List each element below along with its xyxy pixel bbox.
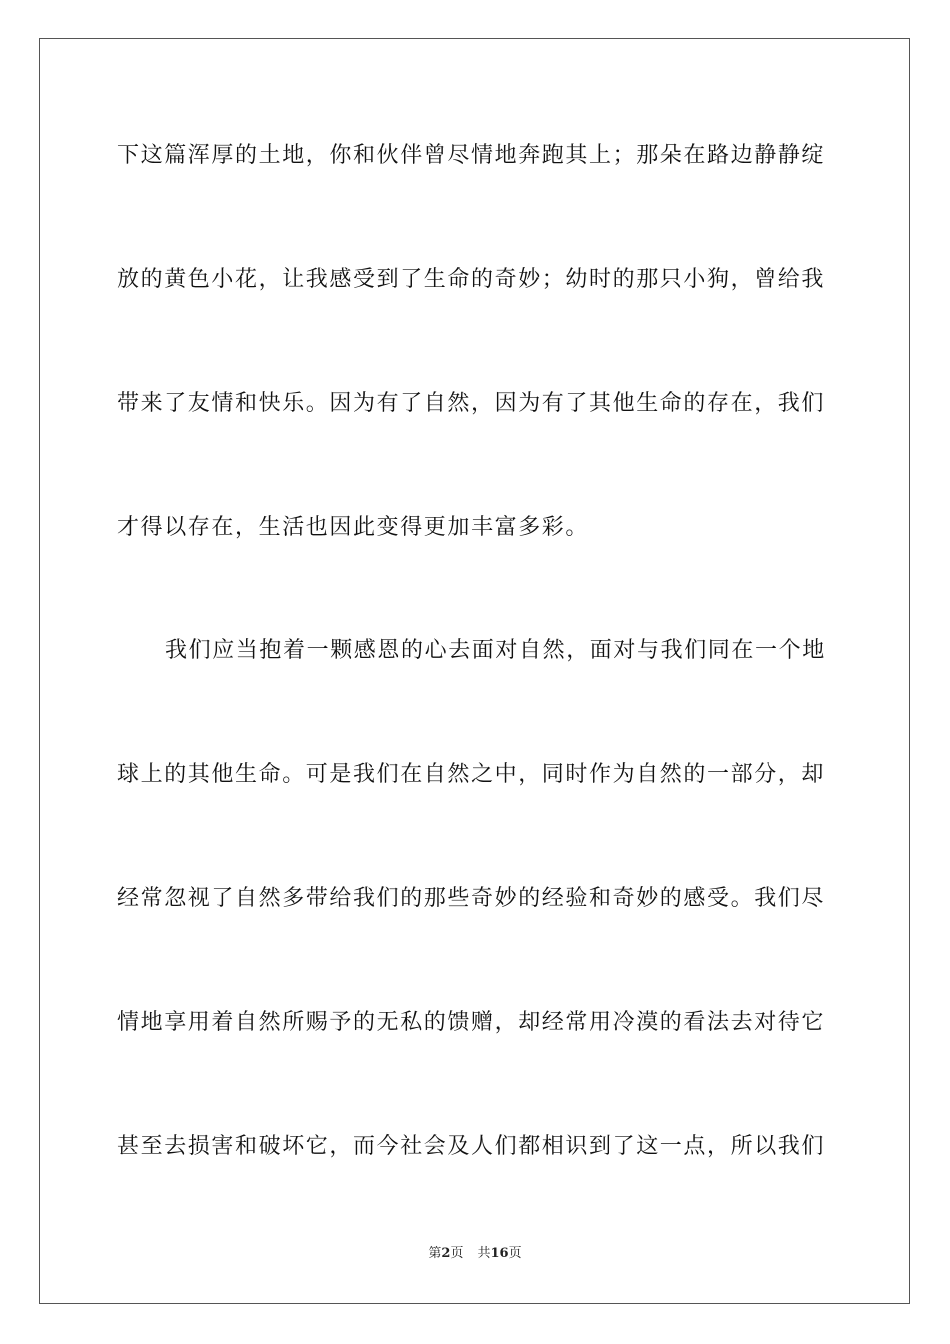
page-border	[39, 38, 910, 1304]
page-footer	[0, 1245, 950, 1263]
text-line: 经常忽视了自然多带给我们的那些奇妙的经验和奇妙的感受。我们尽	[117, 886, 826, 911]
page-number: 2	[441, 1246, 451, 1261]
text-line: 下这篇浑厚的土地，你和伙伴曾尽情地奔跑其上；那朵在路边静静绽	[117, 143, 826, 168]
text-line: 才得以存在，生活也因此变得更加丰富多彩。	[117, 515, 590, 540]
total-suffix: 页	[508, 1246, 522, 1261]
text-line: 带来了友情和快乐。因为有了自然，因为有了其他生命的存在，我们	[117, 391, 826, 416]
paragraph-first-line: 我们应当抱着一颗感恩的心去面对自然，面对与我们同在一个地	[165, 638, 826, 663]
text-line: 甚至去损害和破坏它，而今社会及人们都相识到了这一点，所以我们	[117, 1134, 826, 1159]
page-prefix: 第	[428, 1246, 442, 1261]
text-line: 放的黄色小花，让我感受到了生命的奇妙；幼时的那只小狗，曾给我	[117, 267, 826, 292]
total-prefix: 共	[477, 1246, 491, 1261]
text-line: 球上的其他生命。可是我们在自然之中，同时作为自然的一部分，却	[117, 762, 826, 787]
total-pages: 16	[490, 1246, 509, 1261]
page-suffix: 页	[450, 1246, 464, 1261]
text-line: 情地享用着自然所赐予的无私的馈赠，却经常用冷漠的看法去对待它	[117, 1010, 826, 1035]
